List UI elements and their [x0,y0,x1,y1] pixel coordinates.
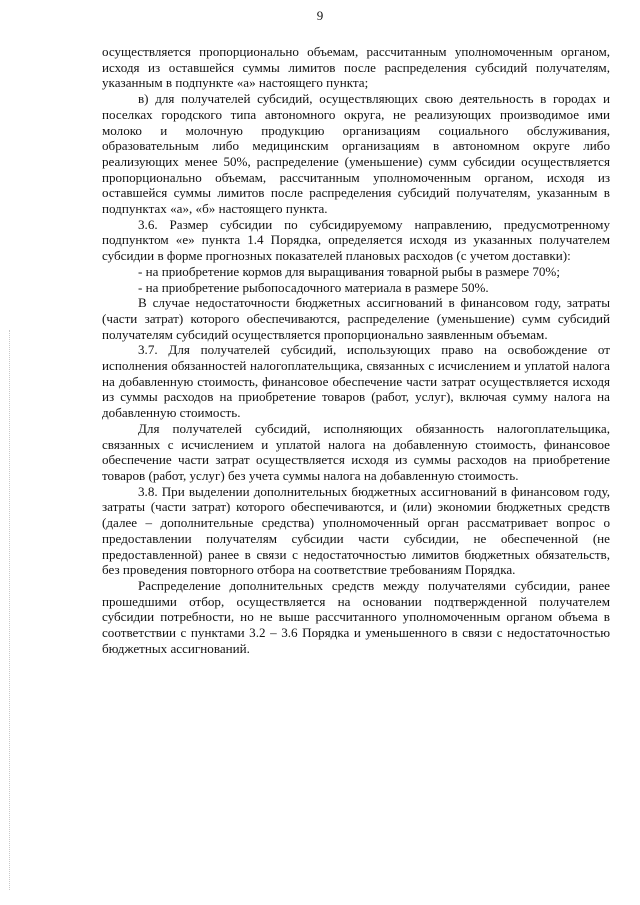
paragraph-3-8: 3.8. При выделении дополнительных бюджетных ассигнований в финансовом году, затраты (части затрат) которого обеспечиваются, и (или) экономии бюджетных средств (далее – дополнительные средства) уполномоченный орган рассматривает вопрос о предоставлении получателям субсидии части субсидии, не обеспеченной (не предоставленной) ранее в связи с недостаточностью лимитов бюджетных обязательств, без проведения повторного отбора на соответствие требованиям Порядка. [102,483,610,578]
paragraph-continuation: осуществляется пропорционально объемам, рассчитанным уполномоченным органом, исходя из оставшейся суммы лимитов после распределения субсидий получателям, указанным в подпункте «а» настоящего пункта; [102,44,610,91]
paragraph-subitem-v: в) для получателей субсидий, осуществляющих свою деятельность в городах и поселках городского типа автономного округа, не реализующих производимое ими молоко и молочную продукцию организациям социального обслуживания, образовательным либо медицинским организациям в автономном округе либо реализующих менее 50%, распределение (уменьшение) сумм субсидии осуществляется пропорционально объемам, рассчитанным уполномоченным органом, исходя из оставшейся суммы лимитов после распределения субсидий получателям, указанным в подпунктах «а», «б» настоящего пункта. [102,91,610,217]
paragraph-vat-payers: Для получателей субсидий, исполняющих обязанность налогоплательщика, связанных с исчислением и уплатой налога на добавленную стоимость, финансовое обеспечение части затрат осуществляется исходя из суммы расходов на приобретение товаров (работ, услуг) без учета суммы налога на добавленную стоимость. [102,420,610,483]
list-item-fry: - на приобретение рыбопосадочного материала в размере 50%. [138,279,489,295]
paragraph-3-7: 3.7. Для получателей субсидий, использующих право на освобождение от исполнения обязанностей налогоплательщика, связанных с исчислением и уплатой налога на добавленную стоимость, финансовое обеспечение части затрат осуществляется исходя из суммы расходов на приобретение товаров (работ, услуг), включая сумму налога на добавленную стоимость. [102,342,610,421]
paragraph-distribution: Распределение дополнительных средств между получателями субсидии, ранее прошедшими отбор, осуществляется на основании подтвержденной получателем субсидии потребности, но не выше рассчитанного уполномоченным органом объема в соответствии с пунктами 3.2 – 3.6 Порядка и уменьшенного в связи с недостаточностью бюджетных ассигнований. [102,577,610,656]
page-number: 9 [316,8,324,23]
document-body [102,44,610,656]
list-item-feed: - на приобретение кормов для выращивания товарной рыбы в размере 70%; [138,263,560,279]
left-margin-dots [9,330,10,890]
paragraph-3-6: 3.6. Размер субсидии по субсидируемому направлению, предусмотренному подпунктом «е» пункта 1.4 Порядка, определяется исходя из указанных получателем субсидии в форме прогнозных показателей плановых расходов (с учетом доставки): [102,216,610,264]
paragraph-insufficiency: В случае недостаточности бюджетных ассигнований в финансовом году, затраты (части затрат) которого обеспечиваются, распределение (уменьшение) сумм субсидий получателям субсидий осуществляется пропорционально заявленным объемам. [102,295,610,342]
